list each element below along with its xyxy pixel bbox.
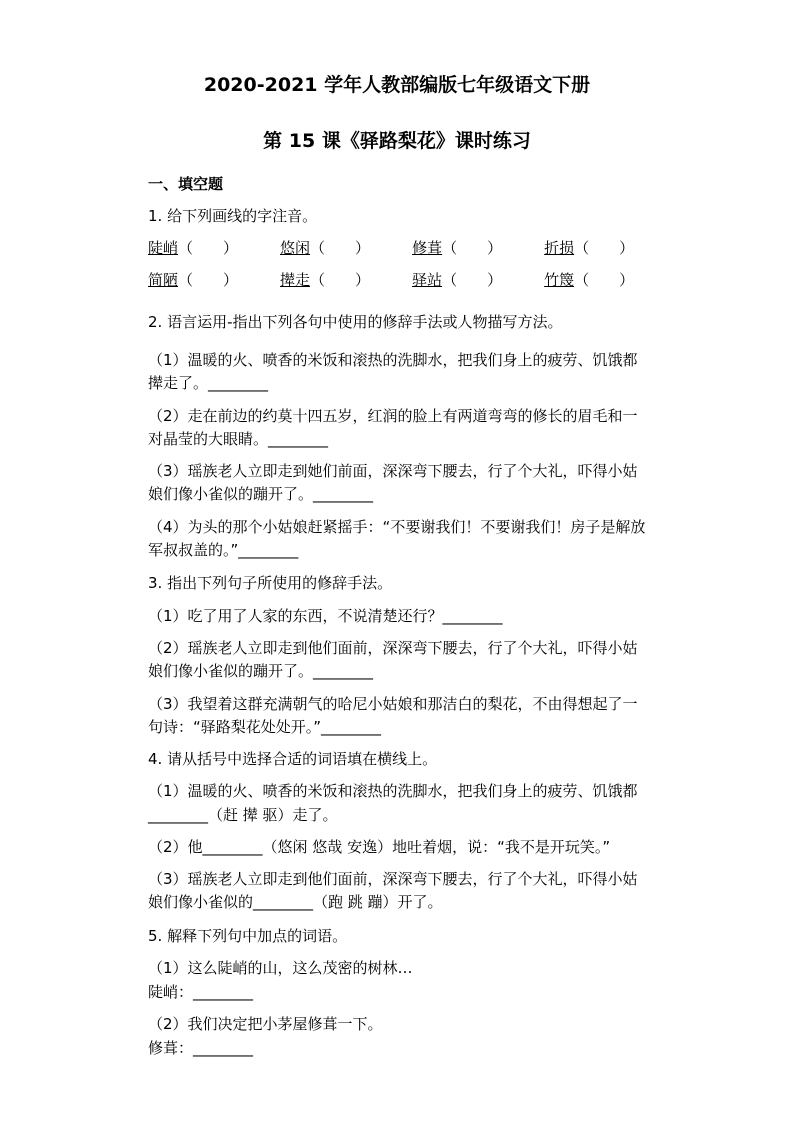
q1-row-2	[148, 270, 688, 291]
q1-word-1: 陡峭	[148, 239, 179, 257]
q1-paren-7: （ ）	[442, 271, 503, 289]
q1-word-2: 悠闲	[280, 239, 311, 257]
q5-stem: 5. 解释下列句中加点的词语。	[148, 927, 348, 945]
q3-item-1: （1）吃了用了人家的东西，不说清楚还行？________	[148, 607, 503, 625]
q1-stem: 1. 给下列画线的字注音。	[148, 207, 318, 225]
q2-item-2a: （2）走在前边的约莫十四五岁，红润的脸上有两道弯弯的修长的眉毛和一	[148, 407, 638, 425]
q3-item-2a: （2）瑶族老人立即走到他们面前，深深弯下腰去，行了个大礼，吓得小姑	[148, 639, 638, 657]
q2-item-3a: （3）瑶族老人立即走到她们前面，深深弯下腰去，行了个大礼，吓得小姑	[148, 462, 638, 480]
q2-item-1a: （1）温暖的火、喷香的米饭和滚热的洗脚水，把我们身上的疲劳、饥饿都	[148, 351, 638, 369]
q4-item-1b: ________（赶 撵 驱）走了。	[148, 806, 338, 824]
q1-paren-3: （ ）	[442, 239, 503, 257]
q1-word-8: 竹篾	[544, 271, 575, 289]
q3-item-2b: 娘们像小雀似的蹦开了。________	[148, 662, 374, 680]
q4-item-1a: （1）温暖的火、喷香的米饭和滚热的洗脚水，把我们身上的疲劳、饥饿都	[148, 782, 638, 800]
q5-item-1: （1）这么陡峭的山，这么茂密的树林…	[148, 959, 413, 977]
q2-item-1b: 撵走了。________	[148, 374, 269, 392]
q1-paren-5: （ ）	[178, 271, 239, 289]
q5-answer-1: 陡峭：________	[148, 983, 254, 1001]
q2-item-3b: 娘们像小雀似的蹦开了。________	[148, 485, 374, 503]
q4-item-3a: （3）瑶族老人立即走到他们面前，深深弯下腰去，行了个大礼，吓得小姑	[148, 870, 638, 888]
q1-paren-2: （ ）	[310, 239, 371, 257]
q5-answer-2: 修葺：________	[148, 1039, 254, 1057]
q1-paren-1: （ ）	[178, 239, 239, 257]
q5-item-2: （2）我们决定把小茅屋修葺一下。	[148, 1015, 383, 1033]
q1-word-3: 修葺	[412, 239, 443, 257]
q4-item-3b: 娘们像小雀似的________（跑 跳 蹦）开了。	[148, 893, 443, 911]
q2-stem: 2. 语言运用-指出下列各句中使用的修辞手法或人物描写方法。	[148, 313, 563, 331]
q1-paren-4: （ ）	[574, 239, 635, 257]
lesson-subtitle: 第 15 课《驿路梨花》课时练习	[263, 130, 531, 152]
q1-word-4: 折损	[544, 239, 575, 257]
document-title: 2020-2021 学年人教部编版七年级语文下册	[203, 74, 591, 96]
q1-word-6: 撵走	[280, 271, 311, 289]
q3-stem: 3. 指出下列句子所使用的修辞手法。	[148, 574, 393, 592]
q1-paren-8: （ ）	[574, 271, 635, 289]
q2-item-4a: （4）为头的那个小姑娘赶紧摇手：“不要谢我们！不要谢我们！房子是解放	[148, 518, 646, 536]
q1-word-7: 驿站	[412, 271, 443, 289]
q4-stem: 4. 请从括号中选择合适的词语填在横线上。	[148, 750, 438, 768]
q1-word-5: 简陋	[148, 271, 179, 289]
q2-item-4b: 军叔叔盖的。”________	[148, 541, 299, 559]
q3-item-3a: （3）我望着这群充满朝气的哈尼小姑娘和那洁白的梨花，不由得想起了一	[148, 695, 638, 713]
q4-item-2: （2）他________（悠闲 悠哉 安逸）地吐着烟，说：“我不是开玩笑。”	[148, 838, 611, 856]
section-heading: 一、填空题	[148, 175, 224, 193]
q1-row-1	[148, 238, 688, 259]
q1-paren-6: （ ）	[310, 271, 371, 289]
q2-item-2b: 对晶莹的大眼睛。________	[148, 430, 329, 448]
q3-item-3b: 句诗：“驿路梨花处处开。”________	[148, 718, 382, 736]
